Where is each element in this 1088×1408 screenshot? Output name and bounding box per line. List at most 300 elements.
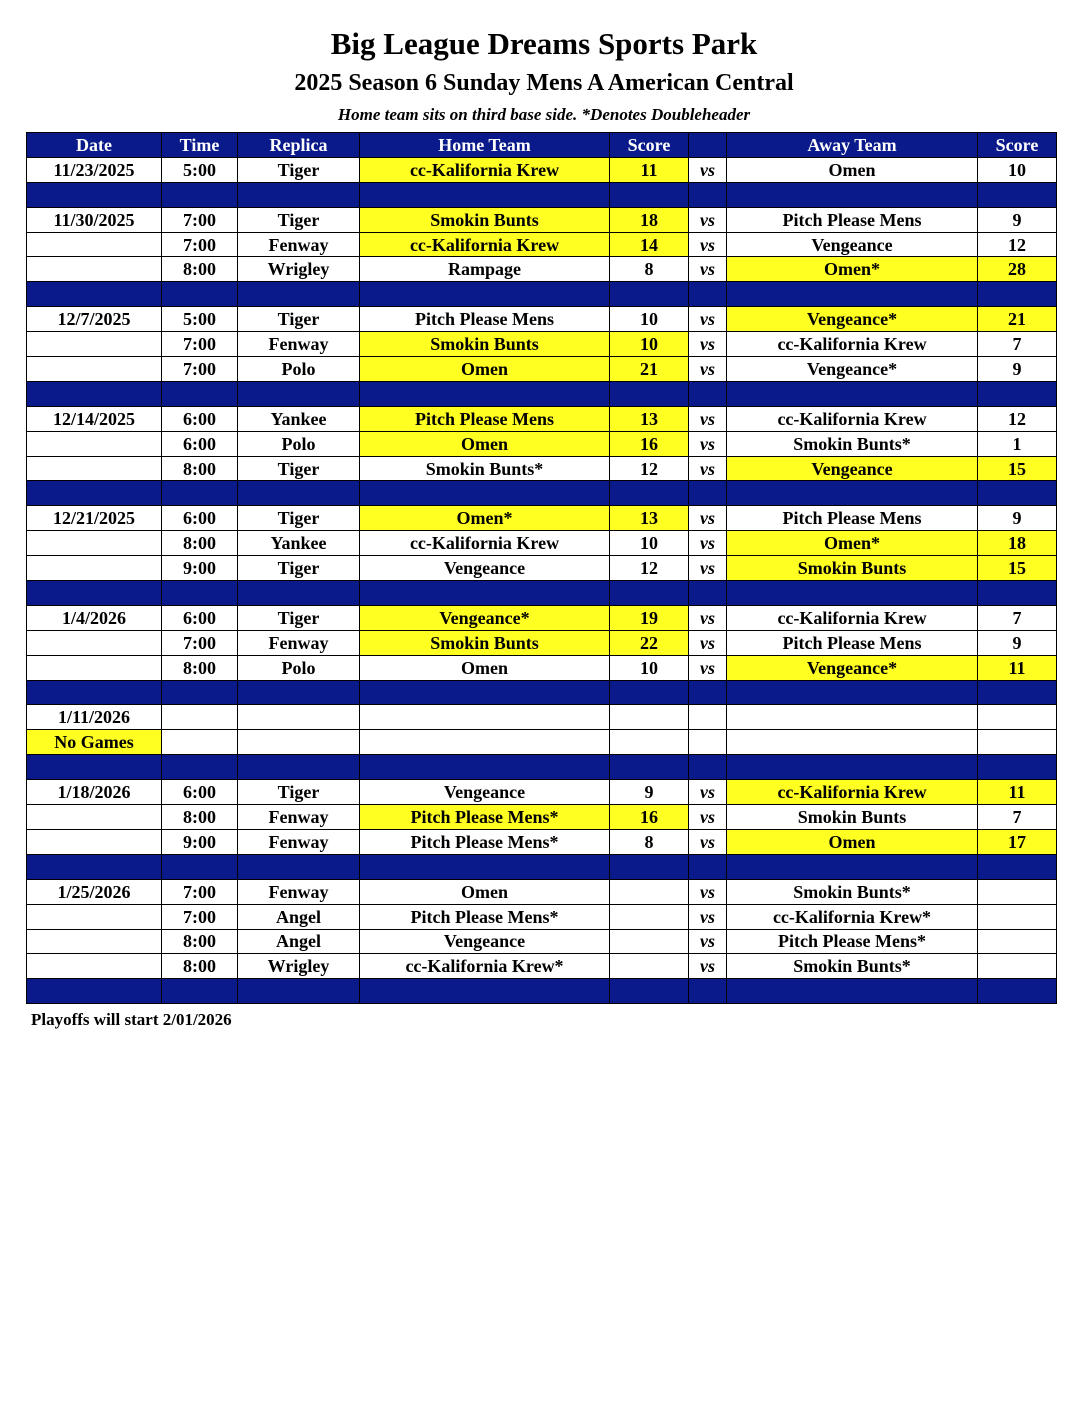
away-score-cell: 12 <box>978 232 1057 257</box>
time-cell: 9:00 <box>162 829 238 854</box>
separator-cell <box>238 481 360 506</box>
vs-cell: vs <box>689 805 727 830</box>
away-score-cell: 15 <box>978 456 1057 481</box>
table-row <box>27 157 1057 182</box>
separator-cell <box>689 755 727 780</box>
time-cell: 8:00 <box>162 655 238 680</box>
home-score-cell <box>610 879 689 904</box>
separator-cell <box>238 854 360 879</box>
date-cell <box>27 954 162 979</box>
away-team-cell: Smokin Bunts* <box>727 879 978 904</box>
separator-cell <box>610 755 689 780</box>
away-team-cell: Vengeance* <box>727 307 978 332</box>
vs-cell: vs <box>689 780 727 805</box>
date-cell <box>27 829 162 854</box>
replica-cell: Fenway <box>238 630 360 655</box>
date-cell: 1/11/2026 <box>27 705 162 730</box>
vs-cell: vs <box>689 332 727 357</box>
away-score-cell: 9 <box>978 630 1057 655</box>
replica-cell: Tiger <box>238 307 360 332</box>
away-team-cell: Pitch Please Mens* <box>727 929 978 954</box>
separator-cell <box>689 381 727 406</box>
replica-cell: Polo <box>238 431 360 456</box>
vs-cell: vs <box>689 904 727 929</box>
table-row <box>27 207 1057 232</box>
schedule-note: Home team sits on third base side. *Denotes Doubleheader <box>337 105 751 124</box>
home-score-cell: 13 <box>610 406 689 431</box>
replica-cell <box>238 730 360 755</box>
separator-row <box>27 680 1057 705</box>
separator-cell <box>978 680 1057 705</box>
home-team-cell: Vengeance <box>360 780 610 805</box>
separator-cell <box>27 680 162 705</box>
away-score-cell: 12 <box>978 406 1057 431</box>
separator-cell <box>360 381 610 406</box>
vs-cell: vs <box>689 257 727 282</box>
time-cell: 8:00 <box>162 531 238 556</box>
vs-cell: vs <box>689 605 727 630</box>
separator-cell <box>689 680 727 705</box>
away-score-cell: 28 <box>978 257 1057 282</box>
separator-cell <box>360 854 610 879</box>
date-cell <box>27 456 162 481</box>
separator-cell <box>162 381 238 406</box>
away-score-cell: 18 <box>978 531 1057 556</box>
vs-cell <box>689 705 727 730</box>
home-score-cell: 12 <box>610 456 689 481</box>
separator-cell <box>689 979 727 1004</box>
table-row <box>27 780 1057 805</box>
separator-cell <box>610 581 689 606</box>
home-score-cell <box>610 929 689 954</box>
replica-cell: Fenway <box>238 805 360 830</box>
away-score-cell <box>978 954 1057 979</box>
away-team-cell: Smokin Bunts* <box>727 954 978 979</box>
away-team-cell: Smokin Bunts <box>727 805 978 830</box>
separator-cell <box>689 182 727 207</box>
home-team-cell: Pitch Please Mens* <box>360 805 610 830</box>
separator-cell <box>162 755 238 780</box>
time-cell: 6:00 <box>162 605 238 630</box>
home-team-cell: Rampage <box>360 257 610 282</box>
table-row <box>27 357 1057 382</box>
separator-cell <box>360 755 610 780</box>
separator-cell <box>689 481 727 506</box>
replica-cell: Yankee <box>238 531 360 556</box>
away-score-cell: 10 <box>978 157 1057 182</box>
table-row <box>27 456 1057 481</box>
time-cell: 6:00 <box>162 406 238 431</box>
replica-cell: Angel <box>238 904 360 929</box>
away-score-cell: 1 <box>978 431 1057 456</box>
home-team-cell: cc-Kalifornia Krew <box>360 531 610 556</box>
home-team-cell: Pitch Please Mens <box>360 406 610 431</box>
replica-cell: Tiger <box>238 556 360 581</box>
away-team-cell <box>727 730 978 755</box>
replica-cell: Tiger <box>238 207 360 232</box>
separator-cell <box>610 854 689 879</box>
home-score-cell: 9 <box>610 780 689 805</box>
col-home-score-header: Score <box>610 133 689 158</box>
away-team-cell <box>727 705 978 730</box>
separator-cell <box>27 481 162 506</box>
home-score-cell: 13 <box>610 506 689 531</box>
separator-cell <box>360 581 610 606</box>
away-team-cell: cc-Kalifornia Krew* <box>727 904 978 929</box>
time-cell: 5:00 <box>162 307 238 332</box>
time-cell: 6:00 <box>162 431 238 456</box>
table-row <box>27 257 1057 282</box>
away-score-cell <box>978 879 1057 904</box>
col-vs-header <box>689 133 727 158</box>
separator-cell <box>727 680 978 705</box>
vs-cell: vs <box>689 929 727 954</box>
home-score-cell: 14 <box>610 232 689 257</box>
table-body <box>27 157 1057 1003</box>
separator-cell <box>162 680 238 705</box>
col-away-score-header: Score <box>978 133 1057 158</box>
separator-cell <box>727 481 978 506</box>
separator-row <box>27 854 1057 879</box>
date-cell: 1/25/2026 <box>27 879 162 904</box>
date-cell: 1/18/2026 <box>27 780 162 805</box>
table-header <box>27 133 1057 158</box>
date-cell <box>27 655 162 680</box>
away-team-cell: Pitch Please Mens <box>727 506 978 531</box>
separator-cell <box>727 854 978 879</box>
away-team-cell: Pitch Please Mens <box>727 207 978 232</box>
away-score-cell: 11 <box>978 780 1057 805</box>
schedule-table <box>26 132 1057 1004</box>
vs-cell: vs <box>689 406 727 431</box>
time-cell: 7:00 <box>162 232 238 257</box>
separator-cell <box>610 182 689 207</box>
replica-cell: Fenway <box>238 232 360 257</box>
vs-cell <box>689 730 727 755</box>
home-team-cell: cc-Kalifornia Krew <box>360 157 610 182</box>
separator-cell <box>689 854 727 879</box>
separator-cell <box>610 680 689 705</box>
away-team-cell: Pitch Please Mens <box>727 630 978 655</box>
away-team-cell: Vengeance* <box>727 655 978 680</box>
home-score-cell: 10 <box>610 655 689 680</box>
separator-cell <box>727 755 978 780</box>
replica-cell: Wrigley <box>238 954 360 979</box>
separator-row <box>27 381 1057 406</box>
replica-cell: Fenway <box>238 829 360 854</box>
separator-cell <box>27 381 162 406</box>
separator-cell <box>238 381 360 406</box>
home-team-cell: Omen <box>360 655 610 680</box>
away-team-cell: cc-Kalifornia Krew <box>727 605 978 630</box>
date-cell <box>27 357 162 382</box>
date-cell <box>27 257 162 282</box>
date-cell <box>27 929 162 954</box>
home-team-cell: Omen <box>360 431 610 456</box>
table-row <box>27 232 1057 257</box>
separator-row <box>27 581 1057 606</box>
separator-cell <box>610 282 689 307</box>
table-row <box>27 531 1057 556</box>
separator-cell <box>27 979 162 1004</box>
replica-cell <box>238 705 360 730</box>
home-team-cell: Pitch Please Mens* <box>360 829 610 854</box>
separator-cell <box>978 381 1057 406</box>
date-cell: 1/4/2026 <box>27 605 162 630</box>
separator-cell <box>238 581 360 606</box>
away-team-cell: Vengeance <box>727 232 978 257</box>
separator-row <box>27 979 1057 1004</box>
time-cell: 8:00 <box>162 954 238 979</box>
separator-row <box>27 182 1057 207</box>
vs-cell: vs <box>689 655 727 680</box>
away-team-cell: Vengeance* <box>727 357 978 382</box>
vs-cell: vs <box>689 207 727 232</box>
vs-cell: vs <box>689 357 727 382</box>
separator-cell <box>162 979 238 1004</box>
separator-row <box>27 481 1057 506</box>
separator-cell <box>610 481 689 506</box>
away-score-cell <box>978 705 1057 730</box>
separator-cell <box>27 854 162 879</box>
separator-cell <box>162 854 238 879</box>
vs-cell: vs <box>689 456 727 481</box>
away-team-cell: Omen* <box>727 531 978 556</box>
separator-cell <box>610 979 689 1004</box>
home-team-cell: Smokin Bunts <box>360 332 610 357</box>
separator-cell <box>238 282 360 307</box>
home-team-cell: Omen <box>360 357 610 382</box>
home-team-cell: Smokin Bunts <box>360 630 610 655</box>
separator-cell <box>978 755 1057 780</box>
vs-cell: vs <box>689 829 727 854</box>
col-date-header: Date <box>27 133 162 158</box>
away-score-cell: 15 <box>978 556 1057 581</box>
home-score-cell: 11 <box>610 157 689 182</box>
separator-cell <box>727 581 978 606</box>
time-cell: 8:00 <box>162 456 238 481</box>
table-row <box>27 705 1057 730</box>
home-team-cell: Omen* <box>360 506 610 531</box>
home-team-cell: Omen <box>360 879 610 904</box>
home-team-cell: cc-Kalifornia Krew* <box>360 954 610 979</box>
page-subtitle: 2025 Season 6 Sunday Mens A American Central <box>294 70 794 96</box>
vs-cell: vs <box>689 954 727 979</box>
home-team-cell: Vengeance <box>360 556 610 581</box>
time-cell: 8:00 <box>162 929 238 954</box>
home-score-cell: 16 <box>610 431 689 456</box>
away-score-cell: 9 <box>978 357 1057 382</box>
date-cell: 11/30/2025 <box>27 207 162 232</box>
home-score-cell <box>610 705 689 730</box>
vs-cell: vs <box>689 431 727 456</box>
home-score-cell: 12 <box>610 556 689 581</box>
away-score-cell: 7 <box>978 805 1057 830</box>
home-score-cell: 21 <box>610 357 689 382</box>
vs-cell: vs <box>689 232 727 257</box>
replica-cell: Tiger <box>238 456 360 481</box>
separator-cell <box>238 755 360 780</box>
home-team-cell: Pitch Please Mens <box>360 307 610 332</box>
away-score-cell: 11 <box>978 655 1057 680</box>
away-score-cell <box>978 730 1057 755</box>
home-score-cell: 10 <box>610 332 689 357</box>
separator-cell <box>978 581 1057 606</box>
table-row <box>27 630 1057 655</box>
away-score-cell: 7 <box>978 332 1057 357</box>
time-cell: 7:00 <box>162 879 238 904</box>
time-cell: 7:00 <box>162 904 238 929</box>
time-cell: 6:00 <box>162 780 238 805</box>
vs-cell: vs <box>689 506 727 531</box>
separator-cell <box>162 282 238 307</box>
replica-cell: Fenway <box>238 879 360 904</box>
date-cell: 12/14/2025 <box>27 406 162 431</box>
separator-cell <box>978 979 1057 1004</box>
home-score-cell: 16 <box>610 805 689 830</box>
table-row <box>27 929 1057 954</box>
away-team-cell: Omen <box>727 829 978 854</box>
separator-cell <box>610 381 689 406</box>
vs-cell: vs <box>689 531 727 556</box>
table-row <box>27 805 1057 830</box>
replica-cell: Polo <box>238 357 360 382</box>
replica-cell: Tiger <box>238 605 360 630</box>
away-team-cell: cc-Kalifornia Krew <box>727 780 978 805</box>
home-score-cell: 8 <box>610 257 689 282</box>
separator-cell <box>162 481 238 506</box>
home-team-cell: Pitch Please Mens* <box>360 904 610 929</box>
time-cell: 9:00 <box>162 556 238 581</box>
separator-cell <box>727 282 978 307</box>
table-row <box>27 307 1057 332</box>
separator-cell <box>360 979 610 1004</box>
home-team-cell: Smokin Bunts <box>360 207 610 232</box>
table-row <box>27 332 1057 357</box>
date-cell <box>27 904 162 929</box>
table-row <box>27 904 1057 929</box>
home-team-cell: Vengeance* <box>360 605 610 630</box>
time-cell <box>162 730 238 755</box>
vs-cell: vs <box>689 630 727 655</box>
table-row <box>27 655 1057 680</box>
date-cell: 11/23/2025 <box>27 157 162 182</box>
header-row <box>27 133 1057 158</box>
separator-cell <box>27 182 162 207</box>
away-score-cell: 9 <box>978 207 1057 232</box>
separator-cell <box>238 979 360 1004</box>
away-score-cell: 21 <box>978 307 1057 332</box>
home-score-cell: 22 <box>610 630 689 655</box>
vs-cell: vs <box>689 556 727 581</box>
replica-cell: Fenway <box>238 332 360 357</box>
home-team-cell <box>360 730 610 755</box>
separator-cell <box>162 182 238 207</box>
separator-cell <box>360 680 610 705</box>
replica-cell: Tiger <box>238 506 360 531</box>
col-replica-header: Replica <box>238 133 360 158</box>
away-team-cell: Smokin Bunts <box>727 556 978 581</box>
separator-row <box>27 282 1057 307</box>
home-score-cell <box>610 730 689 755</box>
playoffs-note: Playoffs will start 2/01/2026 <box>31 1010 232 1029</box>
date-cell <box>27 556 162 581</box>
away-team-cell: Omen* <box>727 257 978 282</box>
table-row <box>27 605 1057 630</box>
separator-cell <box>689 282 727 307</box>
away-team-cell: Vengeance <box>727 456 978 481</box>
home-score-cell <box>610 954 689 979</box>
separator-cell <box>727 979 978 1004</box>
time-cell: 6:00 <box>162 506 238 531</box>
separator-cell <box>689 581 727 606</box>
home-score-cell <box>610 904 689 929</box>
time-cell: 7:00 <box>162 630 238 655</box>
time-cell: 7:00 <box>162 357 238 382</box>
vs-cell: vs <box>689 157 727 182</box>
home-score-cell: 18 <box>610 207 689 232</box>
table-row <box>27 506 1057 531</box>
separator-cell <box>238 680 360 705</box>
time-cell: 7:00 <box>162 207 238 232</box>
table-row <box>27 431 1057 456</box>
date-cell <box>27 630 162 655</box>
date-cell <box>27 805 162 830</box>
date-cell: 12/7/2025 <box>27 307 162 332</box>
table-row <box>27 556 1057 581</box>
separator-cell <box>727 381 978 406</box>
replica-cell: Angel <box>238 929 360 954</box>
table-row <box>27 406 1057 431</box>
separator-row <box>27 755 1057 780</box>
date-cell <box>27 332 162 357</box>
away-team-cell: cc-Kalifornia Krew <box>727 406 978 431</box>
separator-cell <box>360 282 610 307</box>
away-score-cell: 17 <box>978 829 1057 854</box>
away-score-cell: 7 <box>978 605 1057 630</box>
time-cell: 5:00 <box>162 157 238 182</box>
separator-cell <box>978 854 1057 879</box>
time-cell <box>162 705 238 730</box>
away-team-cell: Omen <box>727 157 978 182</box>
separator-cell <box>238 182 360 207</box>
date-cell <box>27 232 162 257</box>
col-home-team-header: Home Team <box>360 133 610 158</box>
separator-cell <box>162 581 238 606</box>
replica-cell: Tiger <box>238 780 360 805</box>
vs-cell: vs <box>689 879 727 904</box>
col-away-team-header: Away Team <box>727 133 978 158</box>
separator-cell <box>727 182 978 207</box>
home-team-cell: Vengeance <box>360 929 610 954</box>
vs-cell: vs <box>689 307 727 332</box>
date-cell: 12/21/2025 <box>27 506 162 531</box>
home-score-cell: 8 <box>610 829 689 854</box>
home-score-cell: 10 <box>610 531 689 556</box>
date-cell: No Games <box>27 730 162 755</box>
separator-cell <box>978 182 1057 207</box>
date-cell <box>27 431 162 456</box>
date-cell <box>27 531 162 556</box>
separator-cell <box>360 481 610 506</box>
time-cell: 7:00 <box>162 332 238 357</box>
separator-cell <box>360 182 610 207</box>
col-time-header: Time <box>162 133 238 158</box>
home-team-cell: Smokin Bunts* <box>360 456 610 481</box>
home-team-cell <box>360 705 610 730</box>
away-team-cell: Smokin Bunts* <box>727 431 978 456</box>
replica-cell: Polo <box>238 655 360 680</box>
